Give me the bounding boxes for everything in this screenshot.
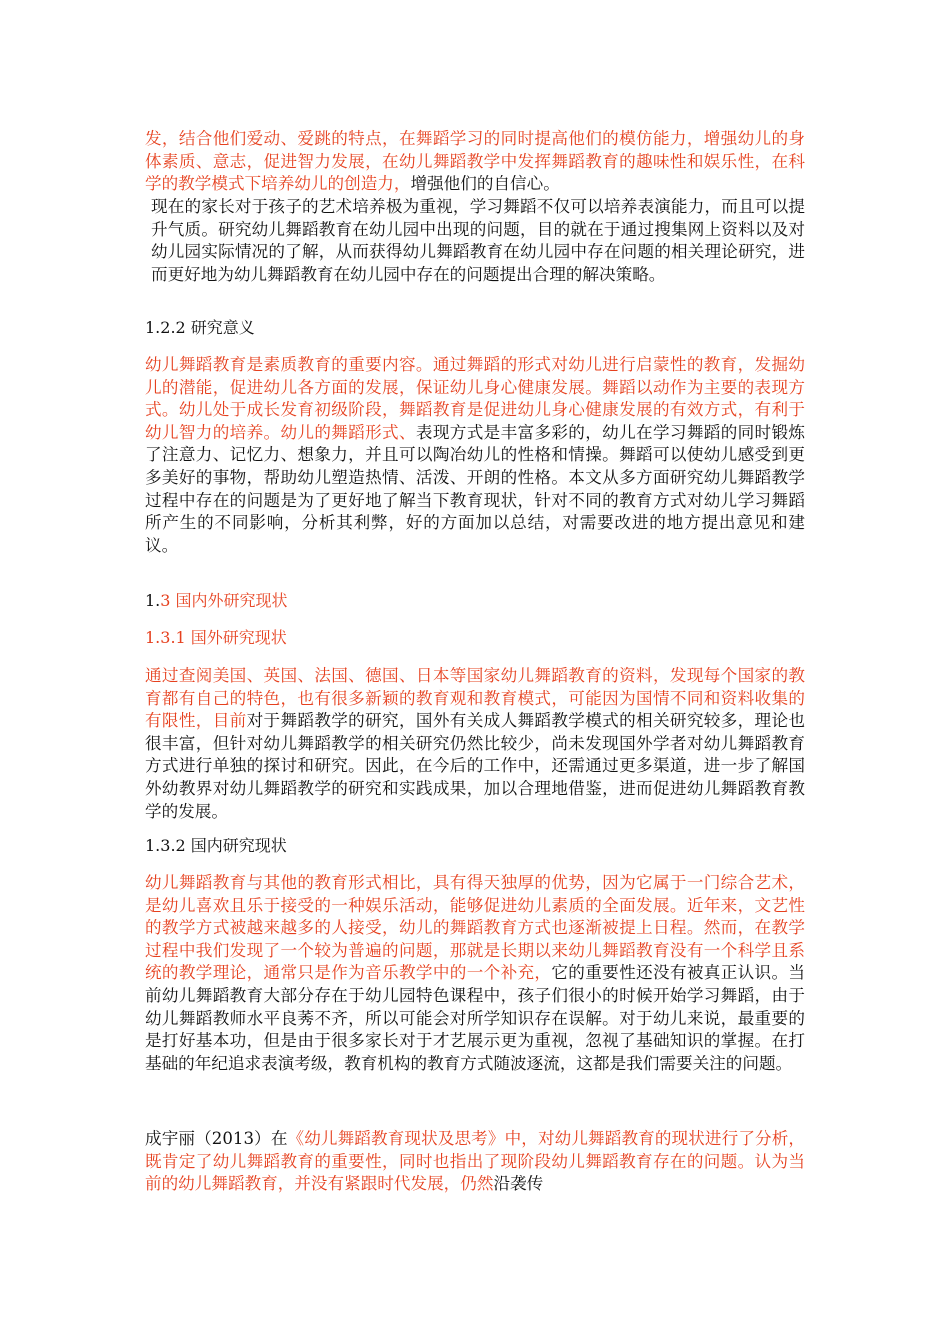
paragraph-foreign-research xyxy=(145,665,805,823)
plain-text: 现在的家长对于孩子的艺术培养极为重视，学习舞蹈不仅可以培养表演能力，而且可以提升气质。研究幼儿舞蹈教育在幼儿园中出现的问题，目的就在于通过搜集网上资料以及对幼儿园实际情况的了解，从而获得幼儿舞蹈教育在幼儿园中存在问题的相关理论研究，进而更好地为幼儿舞蹈教育在幼儿园中存在的问题提出合理的解决策略。 xyxy=(151,197,805,284)
section-heading-1-3-2 xyxy=(145,835,805,857)
heading-text: 1.3.2 国内研究现状 xyxy=(145,836,287,855)
heading-text: 3 国内外研究现状 xyxy=(160,591,288,610)
plain-text: 对于舞蹈教学的研究，国外有关成人舞蹈教学模式的相关研究较多，理论也很丰富，但针对幼儿舞蹈教学的相关研究仍然比较少，尚未发现国外学者对幼儿舞蹈教育方式进行单独的探讨和研究。因此，在今后的工作中，还需通过更多渠道，进一步了解国外幼教界对幼儿舞蹈教学的研究和实践成果，加以合理地借鉴，进而促进幼儿舞蹈教育教学的发展。 xyxy=(145,711,806,821)
highlighted-text: 幼儿舞蹈教育与其他的教育形式相比，具有得天独厚的优势，因为它属于一门综合艺术，是幼儿喜欢且乐于接受的一种娱乐活动，能够促进幼儿素质的全面发展。近年来，文艺性的教学方式被越来越多的人接受，幼儿的舞蹈教育方式也逐渐被提上日程。然而，在教学过程中我们发现了一个较为普遍的问题，那就是长期以来幼儿舞蹈教育没有一个科学且系统的教学理论，通常只是作为音乐教学中的一个补充， xyxy=(145,873,805,983)
section-heading-1-3 xyxy=(145,590,805,612)
plain-text: 它的重要性还没有被真正认识。当前幼儿舞蹈教育大部分存在于幼儿园特色课程中，孩子们很小的时候开始学习舞蹈，由于幼儿舞蹈教师水平良莠不齐，所以可能会对所学知识存在误解。对于幼儿来说，最重要的是打好基本功，但是由于很多家长对于才艺展示更为重视，忽视了基础知识的掌握。在打基础的年纪追求表演考级，教育机构的教育方式随波逐流，这都是我们需要关注的问题。 xyxy=(145,963,806,1073)
paragraph-research-significance xyxy=(145,354,805,557)
heading-text: 1.2.2 研究意义 xyxy=(145,318,255,337)
plain-text: 表现方式是丰富多彩的，幼儿在学习舞蹈的同时锻炼了注意力、记忆力、想象力，并且可以陶冶幼儿的性格和情操。舞蹈可以使幼儿感受到更多美好的事物，帮助幼儿塑造热情、活泼、开朗的性格。本文从多方面研究幼儿舞蹈教学过程中存在的问题是为了更好地了解当下教育现状，针对不同的教育方式对幼儿学习舞蹈所产生的不同影响，分析其利弊，好的方面加以总结，对需要改进的地方提出意见和建议。 xyxy=(145,422,806,555)
plain-text: 增强他们的自信心。 xyxy=(410,174,560,194)
section-heading-1-3-1 xyxy=(145,627,805,649)
highlighted-text: 通过查阅美国、英国、法国、德国、日本等国家幼儿舞蹈教育的资料，发现每个国家的教育都有自己的特色，也有很多新颖的教育观和教育模式，可能因为国情不同和资料收集的有限性，目前 xyxy=(145,666,805,731)
paragraph-parents-value xyxy=(145,196,805,286)
section-heading-1-2-2 xyxy=(145,317,805,339)
plain-text: 成宇丽（2013）在 xyxy=(145,1129,288,1148)
highlighted-text: 《幼儿舞蹈教育现状及思考》中，对幼儿舞蹈教育的现状进行了分析，既肯定了幼儿舞蹈教育的重要性，同时也指出了现阶段幼儿舞蹈教育存在的问题。认为当前的幼儿舞蹈教育，并没有紧跟时代发展，仍然 xyxy=(145,1129,805,1194)
highlighted-text: 幼儿舞蹈教育是素质教育的重要内容。通过舞蹈的形式对幼儿进行启蒙性的教育，发掘幼儿的潜能，促进幼儿各方面的发展，保证幼儿身心健康发展。舞蹈以动作为主要的表现方式。幼儿处于成长发育初级阶段，舞蹈教育是促进幼儿身心健康发展的有效方式，有利于幼儿智力的培养。幼儿的舞蹈形式、 xyxy=(145,355,805,442)
paragraph-domestic-research xyxy=(145,872,805,1075)
paragraph-intro-continuation xyxy=(145,128,805,196)
plain-text: 沿袭传 xyxy=(493,1174,544,1194)
highlighted-text: 发，结合他们爱动、爱跳的特点，在舞蹈学习的同时提高他们的模仿能力，增强幼儿的身体素质、意志，促进智力发展，在幼儿舞蹈教学中发挥舞蹈教育的趣味性和娱乐性，在科学的教学模式下培养幼儿的创造力， xyxy=(145,129,805,194)
paragraph-cheng-yuli-review xyxy=(145,1128,805,1196)
heading-number: 1. xyxy=(145,591,161,610)
heading-text: 1.3.1 国外研究现状 xyxy=(145,628,287,647)
